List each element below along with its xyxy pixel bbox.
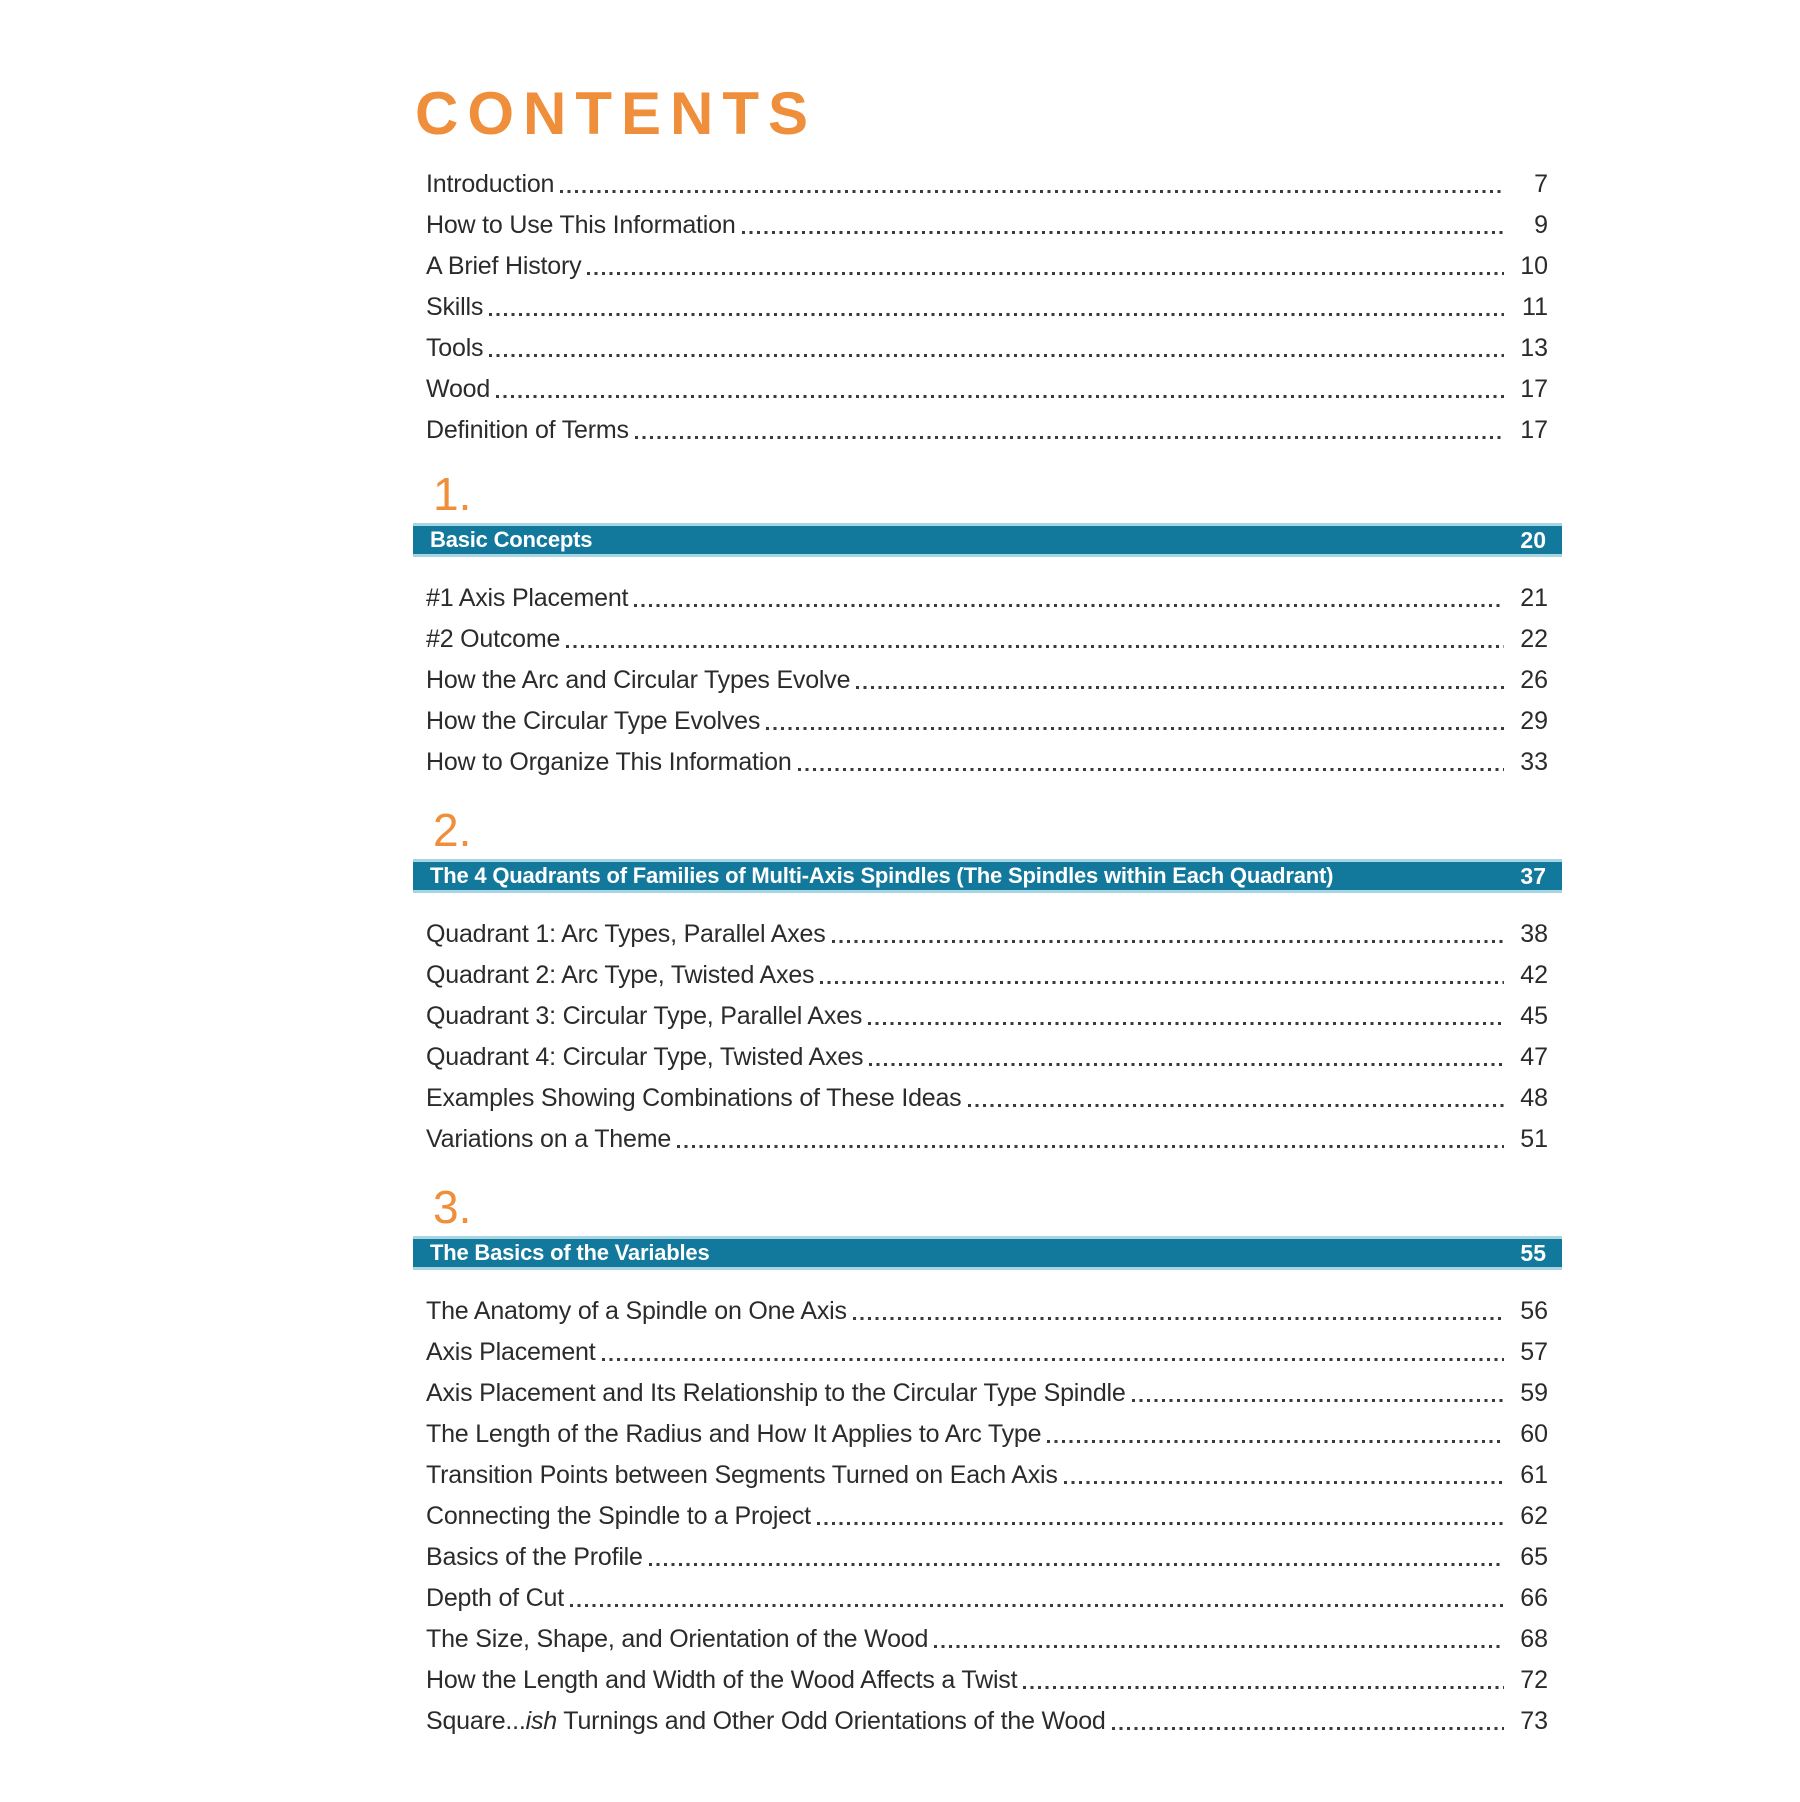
section-entry-list — [413, 909, 1562, 1155]
toc-entry-page: 59 — [1520, 1379, 1548, 1407]
toc-entry — [413, 1573, 1562, 1614]
toc-entry — [413, 1327, 1562, 1368]
toc-content — [413, 0, 1562, 1737]
dot-leader — [934, 1645, 1504, 1648]
toc-entry — [413, 1655, 1562, 1696]
toc-entry — [413, 405, 1562, 446]
dot-leader — [566, 645, 1504, 648]
toc-entry-label: Quadrant 1: Arc Types, Parallel Axes — [426, 920, 826, 948]
toc-entry-page: 10 — [1520, 252, 1548, 280]
section-title: The 4 Quadrants of Families of Multi-Axis Spindles (The Spindles within Each Quadrant) — [430, 863, 1334, 888]
toc-entry-label: Introduction — [426, 170, 555, 198]
toc-entry — [413, 1532, 1562, 1573]
toc-entry — [413, 909, 1562, 950]
toc-entry-page: 33 — [1520, 748, 1548, 776]
toc-entry-page: 68 — [1520, 1625, 1548, 1653]
dot-leader — [820, 981, 1504, 984]
dot-leader — [856, 686, 1504, 689]
page-title: CONTENTS — [415, 80, 817, 147]
toc-entry-label-part: ish — [525, 1707, 558, 1735]
toc-entry-label: The Length of the Radius and How It Applies to Arc Type — [426, 1420, 1042, 1448]
toc-entry — [413, 655, 1562, 696]
toc-entry-label: Examples Showing Combinations of These Ideas — [426, 1084, 962, 1112]
toc-entry-label: Basics of the Profile — [426, 1543, 643, 1571]
dot-leader — [1064, 1481, 1504, 1484]
dot-leader — [587, 272, 1504, 275]
toc-entry-page: 62 — [1520, 1502, 1548, 1530]
toc-entry-label: Connecting the Spindle to a Project — [426, 1502, 811, 1530]
dot-leader — [1132, 1399, 1504, 1402]
toc-entry — [413, 573, 1562, 614]
toc-entry-label: The Anatomy of a Spindle on One Axis — [426, 1297, 847, 1325]
dot-leader — [798, 768, 1504, 771]
section-entry-list — [413, 1286, 1562, 1737]
toc-entry-page: 42 — [1520, 961, 1548, 989]
toc-entry-label: How to Organize This Information — [426, 748, 792, 776]
toc-entry-label: Quadrant 2: Arc Type, Twisted Axes — [426, 961, 815, 989]
section-number: 3. — [433, 1181, 472, 1233]
dot-leader — [968, 1104, 1505, 1107]
dot-leader — [832, 940, 1504, 943]
toc-entry-page: 72 — [1520, 1666, 1548, 1694]
toc-entry-page: 66 — [1520, 1584, 1548, 1612]
dot-leader — [853, 1317, 1504, 1320]
section-header-bar — [413, 523, 1562, 557]
toc-entry — [413, 1409, 1562, 1450]
front-matter-list — [413, 159, 1562, 446]
toc-entry — [413, 159, 1562, 200]
dot-leader — [817, 1522, 1504, 1525]
dot-leader — [677, 1145, 1504, 1148]
toc-entry — [413, 614, 1562, 655]
dot-leader — [1047, 1440, 1504, 1443]
section-list — [413, 468, 1562, 1737]
toc-entry-label: How the Length and Width of the Wood Affects a Twist — [426, 1666, 1018, 1694]
toc-entry — [413, 696, 1562, 737]
toc-entry-label: Variations on a Theme — [426, 1125, 672, 1153]
toc-entry-page: 56 — [1520, 1297, 1548, 1325]
toc-entry-page: 38 — [1520, 920, 1548, 948]
toc-entry-label: Tools — [426, 334, 484, 362]
toc-entry-page: 17 — [1520, 375, 1548, 403]
section-number: 2. — [433, 804, 472, 856]
toc-entry-label-part: Turnings and Other Odd Orientations of the Wood — [557, 1707, 1106, 1735]
toc-entry — [413, 200, 1562, 241]
toc-entry-page: 73 — [1520, 1707, 1548, 1735]
dot-leader — [560, 190, 1504, 193]
toc-entry-page: 45 — [1520, 1002, 1548, 1030]
dot-leader — [570, 1604, 1504, 1607]
toc-entry-page: 65 — [1520, 1543, 1548, 1571]
toc-entry-page: 13 — [1520, 334, 1548, 362]
toc-entry-page: 17 — [1520, 416, 1548, 444]
toc-entry — [413, 282, 1562, 323]
toc-entry-page: 61 — [1520, 1461, 1548, 1489]
toc-section — [413, 1181, 1562, 1737]
toc-entry-page: 29 — [1520, 707, 1548, 735]
toc-entry — [413, 1073, 1562, 1114]
section-page-number: 20 — [1520, 526, 1546, 553]
toc-section — [413, 468, 1562, 778]
section-title: Basic Concepts — [430, 527, 593, 552]
toc-entry-label: Quadrant 4: Circular Type, Twisted Axes — [426, 1043, 864, 1071]
toc-entry-label: #1 Axis Placement — [426, 584, 629, 612]
toc-entry-page: 51 — [1520, 1125, 1548, 1153]
toc-entry-page: 47 — [1520, 1043, 1548, 1071]
toc-entry-label: Skills — [426, 293, 484, 321]
section-header-bar — [413, 1236, 1562, 1270]
toc-entry-label: Definition of Terms — [426, 416, 629, 444]
toc-entry-label-part: Square... — [426, 1707, 526, 1735]
toc-entry-label: A Brief History — [426, 252, 582, 280]
dot-leader — [649, 1563, 1504, 1566]
toc-entry-label: Axis Placement — [426, 1338, 596, 1366]
section-title: The Basics of the Variables — [430, 1240, 710, 1265]
toc-entry-label: Axis Placement and Its Relationship to the Circular Type Spindle — [426, 1379, 1126, 1407]
toc-entry — [413, 1614, 1562, 1655]
toc-entry-label — [426, 1706, 1106, 1737]
toc-entry — [413, 1491, 1562, 1532]
dot-leader — [1023, 1686, 1504, 1689]
toc-entry-page: 22 — [1520, 625, 1548, 653]
section-entry-list — [413, 573, 1562, 778]
dot-leader — [602, 1358, 1505, 1361]
toc-section — [413, 804, 1562, 1155]
toc-entry — [413, 1368, 1562, 1409]
section-page-number: 55 — [1520, 1239, 1546, 1266]
toc-entry-label: #2 Outcome — [426, 625, 561, 653]
dot-leader — [634, 604, 1504, 607]
toc-entry-page: 60 — [1520, 1420, 1548, 1448]
toc-entry-page: 48 — [1520, 1084, 1548, 1112]
dot-leader — [868, 1022, 1504, 1025]
section-number: 1. — [433, 468, 472, 520]
toc-entry-label: Depth of Cut — [426, 1584, 564, 1612]
toc-entry — [413, 1032, 1562, 1073]
dot-leader — [869, 1063, 1504, 1066]
toc-entry-label: Transition Points between Segments Turned on Each Axis — [426, 1461, 1058, 1489]
toc-entry — [413, 950, 1562, 991]
toc-entry-page: 21 — [1520, 584, 1548, 612]
toc-entry — [413, 241, 1562, 282]
dot-leader — [496, 395, 1504, 398]
section-page-number: 37 — [1520, 862, 1546, 889]
dot-leader — [489, 313, 1504, 316]
dot-leader — [766, 727, 1504, 730]
toc-entry-label: Wood — [426, 375, 491, 403]
toc-entry — [413, 1286, 1562, 1327]
toc-entry — [413, 364, 1562, 405]
toc-entry-page: 11 — [1522, 293, 1548, 321]
toc-entry-label: Quadrant 3: Circular Type, Parallel Axes — [426, 1002, 863, 1030]
toc-entry-page: 26 — [1520, 666, 1548, 694]
dot-leader — [489, 354, 1504, 357]
toc-entry-label: The Size, Shape, and Orientation of the Wood — [426, 1625, 929, 1653]
toc-entry-page: 57 — [1520, 1338, 1548, 1366]
dot-leader — [635, 436, 1504, 439]
dot-leader — [742, 231, 1504, 234]
toc-entry-label: How the Arc and Circular Types Evolve — [426, 666, 851, 694]
toc-entry-page: 9 — [1534, 211, 1548, 239]
toc-entry — [413, 1114, 1562, 1155]
toc-entry — [413, 1696, 1562, 1737]
toc-entry — [413, 737, 1562, 778]
toc-entry — [413, 323, 1562, 364]
toc-entry-label: How to Use This Information — [426, 211, 736, 239]
section-header-bar — [413, 859, 1562, 893]
dot-leader — [1112, 1727, 1504, 1730]
toc-entry — [413, 1450, 1562, 1491]
toc-entry — [413, 991, 1562, 1032]
toc-entry-label: How the Circular Type Evolves — [426, 707, 761, 735]
toc-entry-page: 7 — [1534, 170, 1548, 198]
